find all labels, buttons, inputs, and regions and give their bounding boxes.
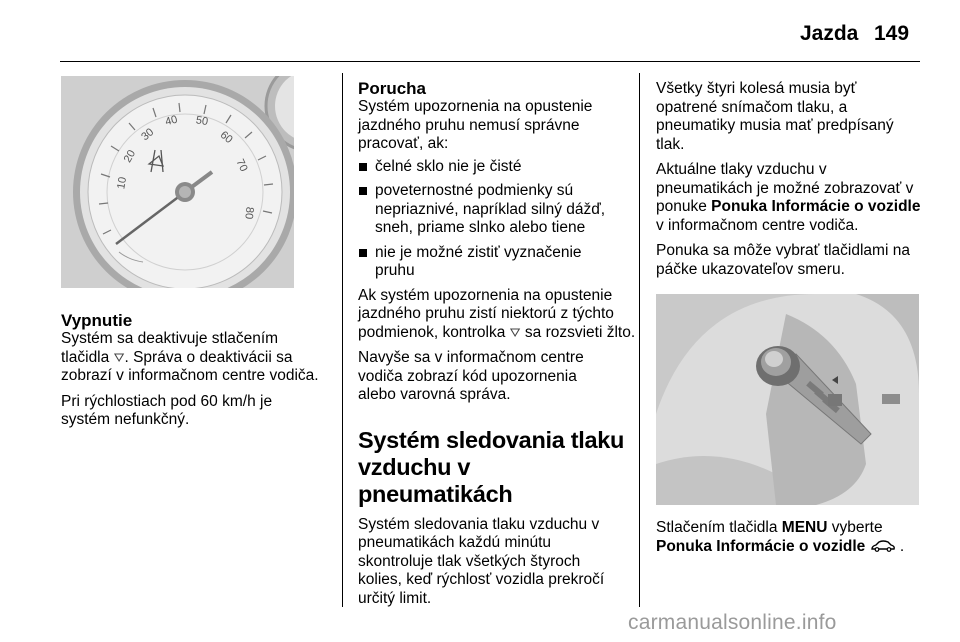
column-2 [358,79,636,615]
bullet-icon [359,187,367,195]
car-icon [870,538,900,555]
column-3 [656,80,926,563]
menu-button-label: MENU [781,519,828,536]
paragraph: Navyše sa v informačnom centre vodiča zobrazí kód upozornenia alebo varovná správa. [358,349,584,403]
lane-departure-icon: ⛛ [509,324,521,340]
speedometer-illustration [61,76,294,288]
paragraph: Ponuka sa môže vybrať tlačidlami na páčke ukazovateľov smeru. [656,242,910,278]
list-item-text: čelné sklo nie je čisté [375,157,522,175]
column-divider-2 [639,73,640,607]
paragraph: Systém upozornenia na opustenie jazdného pruhu nemusí správne pracovať, ak: [358,98,593,152]
dial-tick-label: 60 [217,128,235,147]
dial-tick-label: 40 [163,113,179,129]
text-span: tlačidla [61,348,110,366]
text-span: . [899,537,905,555]
section-title: Systém sledovania tlaku vzduchu v pneumatikách [358,426,625,507]
lane-departure-icon: ⛛ [113,349,125,365]
bullet-icon [359,163,367,171]
dial-tick-label: 30 [139,126,157,144]
text-span: Ak systém upozornenia na opustenie jazdného pruhu zistí niektorú z týchto podmienok, kontrolka [358,286,614,341]
page-number: 149 [874,22,910,45]
list-item [358,182,620,238]
list-item [358,158,628,177]
watermark: carmanualsonline.info [628,611,837,634]
paragraph [61,349,331,368]
bullet-list [358,158,628,281]
text-span: sa rozsvieti žlto. [524,323,636,341]
dial-tick-label: 20 [121,148,139,165]
section-heading: Vypnutie [61,311,133,330]
paragraph: Systém sa deaktivuje stlačením [61,330,279,347]
paragraph [656,519,926,538]
paragraph [358,287,636,343]
text-span: Aktuálne tlaky vzduchu v pneumatikách je možné zobrazovať v ponuke [656,161,914,215]
dial-tick-label: 50 [194,114,210,129]
text-span: . Správa o deaktivácii sa [124,348,293,366]
list-item [358,244,608,281]
text-span: Stlačením tlačidla [656,519,778,536]
paragraph: zobrazí v informačnom centre vodiča. [61,367,319,384]
column-divider-1 [342,73,343,607]
paragraph [656,538,926,557]
header-rule [60,61,920,62]
menu-reference: Ponuka Informácie o vozidle [656,537,866,555]
turn-signal-lever-illustration [656,294,919,505]
bullet-icon [359,249,367,257]
dial-tick-label: 70 [233,157,250,174]
paragraph: Pri rýchlostiach pod 60 km/h je systém nefunkčný. [61,392,273,428]
dial-tick-label: 80 [242,206,256,220]
paragraph: Systém sledovania tlaku vzduchu v pneumatikách každú minútu skontroluje tlak všetkých štyroch kolies, keď rýchlosť vozidla prekročí určitý limit. [358,515,605,607]
list-item-text: nie je možné zistiť vyznačenie pruhu [375,243,582,279]
section-heading: Porucha [358,79,427,98]
menu-reference: Ponuka Informácie o vozidle [711,198,921,215]
paragraph [656,161,924,235]
text-span: vyberte [831,519,883,536]
dial-tick-label: 10 [115,175,130,191]
text-span: v informačnom centre vodiča. [656,216,859,234]
header-title: Jazda [800,22,859,45]
list-item-text: poveternostné podmienky sú nepriaznivé, napríklad silný dážď, sneh, priame slnko alebo tiene [375,182,606,236]
paragraph: Všetky štyri kolesá musia byť opatrené snímačom tlaku, a pneumatiky musia mať predpísaný tlak. [656,80,894,153]
column-1 [61,76,331,437]
